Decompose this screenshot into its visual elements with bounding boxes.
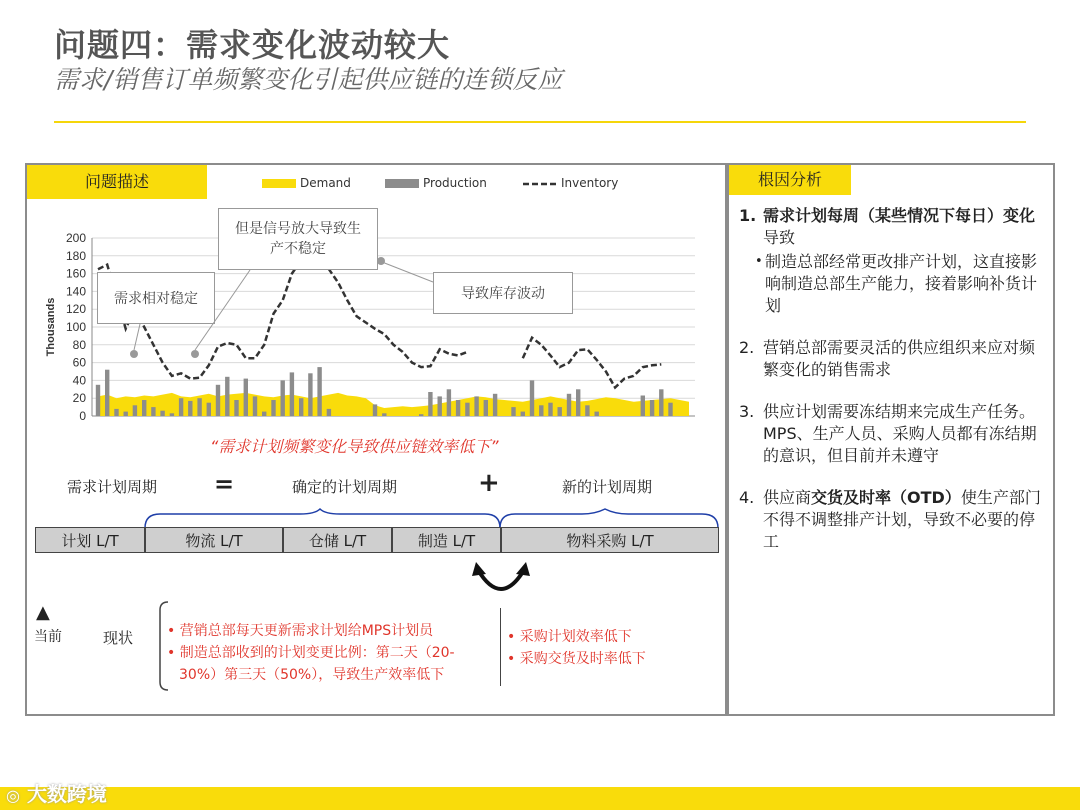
callout-demand-stable: 需求相对稳定 <box>97 272 215 324</box>
page-title: 问题四：需求变化波动较大 <box>54 26 451 64</box>
callout-dot <box>130 350 138 358</box>
segment-procurement-lt: 物料采购 L/T <box>501 527 719 553</box>
y-tick-label: 160 <box>65 266 86 281</box>
production-bar <box>521 412 525 416</box>
production-bar <box>253 396 257 416</box>
segment-plan-lt: 计划 L/T <box>35 527 145 553</box>
status-right-list <box>507 626 646 670</box>
production-bar <box>530 380 534 416</box>
status-left-list <box>167 620 455 686</box>
status-bullet: • 制造总部收到的计划变更比例：第二天（20- <box>167 645 455 661</box>
production-bar <box>308 373 312 416</box>
y-tick-label: 180 <box>65 248 86 263</box>
legend-production-swatch <box>385 179 419 188</box>
y-tick-label: 0 <box>79 409 86 423</box>
production-bar <box>142 400 146 416</box>
production-bar <box>539 405 543 416</box>
production-bar <box>105 370 109 416</box>
status-label: 现状 <box>103 629 134 647</box>
chart-legend <box>262 175 642 193</box>
root-cause-item-2: 2. 营销总部需要灵活的供应组织来应对频繁变化的销售需求 <box>739 338 1036 379</box>
production-bar <box>456 400 460 416</box>
production-bar <box>96 385 100 416</box>
demand-area <box>98 393 689 416</box>
production-bar <box>327 409 331 416</box>
production-bar <box>234 400 238 416</box>
segment-manufacturing-lt: 制造 L/T <box>392 527 501 553</box>
callout-connectors <box>120 250 450 370</box>
watermark: ◎ 大数跨境 <box>6 782 107 806</box>
production-bar <box>474 396 478 416</box>
lead-time-bar <box>35 527 719 553</box>
production-bar <box>382 413 386 416</box>
production-bar <box>290 372 294 416</box>
root-cause-item-4: 4. 供应商交货及时率（OTD）使生产部门不得不调整排产计划，导致不必要的停工 <box>739 488 1041 551</box>
production-bar <box>576 389 580 416</box>
root-cause-list <box>739 205 1041 553</box>
production-bar <box>225 377 229 416</box>
page-subtitle: 需求/销售订单频繁变化引起供应链的连锁反应 <box>54 65 563 94</box>
production-bar <box>124 412 128 416</box>
legend-production-label: Production <box>423 176 487 190</box>
equation-equals: = <box>214 470 235 498</box>
legend-inventory-swatch <box>522 179 558 189</box>
production-bar <box>133 405 137 416</box>
root-cause-panel <box>727 163 1055 716</box>
cycle-arrow-icon <box>468 560 534 600</box>
production-bar <box>428 392 432 416</box>
y-tick-label: 60 <box>72 355 86 370</box>
legend-inventory-label: Inventory <box>561 176 619 190</box>
y-tick-label: 40 <box>72 373 86 388</box>
callout-dot <box>377 257 385 265</box>
production-bar <box>197 398 201 416</box>
watermark-logo-icon: ◎ <box>6 786 20 805</box>
legend-demand-swatch <box>262 179 296 188</box>
root-cause-tag: 根因分析 <box>729 165 851 195</box>
callout-inventory: 导致库存波动 <box>433 272 573 314</box>
y-tick-label: 120 <box>65 302 86 317</box>
production-bar <box>567 394 571 416</box>
segment-logistics-lt: 物流 L/T <box>145 527 283 553</box>
root-cause-item-3: 3. 供应计划需要冻结期来完成生产任务。MPS、生产人员、采购人员都有冻结期的意识，但目前并未遵守 <box>739 402 1037 465</box>
current-label: 当前 <box>34 629 62 645</box>
segment-warehouse-lt: 仓储 L/T <box>283 527 392 553</box>
production-bar <box>558 407 562 416</box>
y-tick-label: 20 <box>72 391 86 406</box>
y-tick-label: 200 <box>65 231 86 245</box>
y-tick-label: 140 <box>65 284 86 299</box>
root-cause-item-1: 1. 需求计划每周（某些情况下每日）变化导致 <box>739 206 1036 247</box>
callout-dot <box>191 350 199 358</box>
quote-text: “需求计划频繁变化导致供应链效率低下” <box>210 437 499 456</box>
footer-bar <box>0 787 1080 810</box>
production-bar <box>659 389 663 416</box>
production-bar <box>650 400 654 416</box>
production-bar <box>641 396 645 417</box>
y-tick-label: 80 <box>72 337 86 352</box>
production-bar <box>595 412 599 416</box>
production-bar <box>373 404 377 416</box>
equation-plus: + <box>478 468 500 498</box>
production-bar <box>585 405 589 416</box>
status-divider <box>500 608 501 686</box>
production-bar <box>465 403 469 416</box>
production-bar <box>160 411 164 416</box>
status-bullet: • 采购交货及时率低下 <box>507 651 646 667</box>
production-bar <box>244 379 248 416</box>
status-bullet-continued: 30%）第三天（50%），导致生产效率低下 <box>179 667 445 683</box>
production-bar <box>493 394 497 416</box>
production-bar <box>207 403 211 416</box>
y-axis-label: Thousands <box>45 297 57 357</box>
equation-firm: 确定的计划周期 <box>292 478 398 496</box>
legend-demand-label: Demand <box>300 176 351 190</box>
root-cause-sub-bullet: • 制造总部经常更改排产计划，这直接影响制造总部生产能力，接着影响补货计划 <box>755 252 1038 315</box>
production-bar <box>170 413 174 416</box>
status-bullet: • 采购计划效率低下 <box>507 629 632 645</box>
y-tick-label: 100 <box>65 320 86 334</box>
production-bar <box>668 403 672 416</box>
production-bar <box>188 401 192 416</box>
production-bar <box>317 367 321 416</box>
production-bar <box>299 398 303 416</box>
current-marker-icon: ▲ <box>36 602 50 623</box>
production-bar <box>179 398 183 416</box>
problem-tag: 问题描述 <box>27 165 207 199</box>
production-bar <box>114 409 118 416</box>
production-bar <box>262 412 266 416</box>
production-bar <box>216 385 220 416</box>
production-bar <box>151 407 155 416</box>
callout-amplification: 但是信号放大导致生产不稳定 <box>218 208 378 270</box>
production-bar <box>419 414 423 416</box>
production-bar <box>511 407 515 416</box>
equation-new: 新的计划周期 <box>562 478 653 496</box>
title-divider <box>54 121 1026 123</box>
production-bar <box>271 400 275 416</box>
status-bullet: • 营销总部每天更新需求计划给MPS计划员 <box>167 623 434 639</box>
production-bar <box>438 396 442 416</box>
production-bar <box>447 389 451 416</box>
equation-left: 需求计划周期 <box>67 478 158 496</box>
production-bar <box>484 400 488 416</box>
production-bar <box>281 380 285 416</box>
production-bar <box>548 403 552 416</box>
